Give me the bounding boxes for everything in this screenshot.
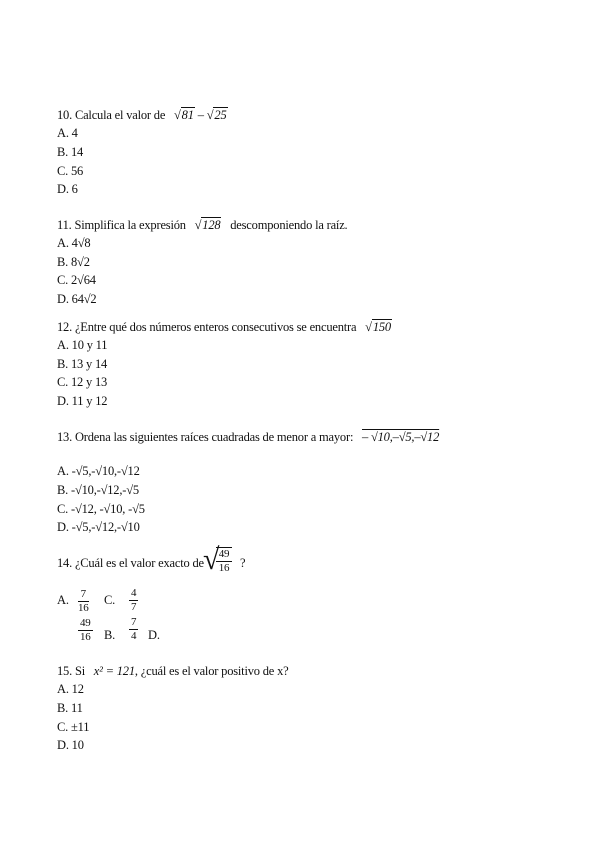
q12-option-c: C. 12 y 13 xyxy=(57,375,108,389)
q12-prompt: 12. ¿Entre qué dos números enteros consecutivos se encuentra xyxy=(57,320,357,334)
q13-option-d: D. -√5,-√12,-√10 xyxy=(57,520,140,534)
q14-option-c-fraction xyxy=(129,587,138,614)
q13-option-c: C. -√12, -√10, -√5 xyxy=(57,502,145,516)
q13-option-a: A. -√5,-√10,-√12 xyxy=(57,464,140,478)
q14-opt-a-num: 7 xyxy=(78,588,89,602)
q13-option-b: B. -√10,-√12,-√5 xyxy=(57,483,139,497)
q11-option-b: B. 8√2 xyxy=(57,255,90,269)
q12-radical: √150 xyxy=(365,320,391,334)
q14-rad-numerator: 49 xyxy=(216,548,232,562)
q14-question-mark: ? xyxy=(240,556,246,570)
radical-sign-icon: √ xyxy=(203,543,220,576)
q10-prompt-line xyxy=(57,108,228,122)
q13-prompt-line xyxy=(57,430,439,444)
q14-rad-denominator: 16 xyxy=(218,562,230,574)
q14-label-b: B. xyxy=(104,628,116,642)
q15-option-b: B. 11 xyxy=(57,701,83,715)
q14-label-c: C. xyxy=(104,593,116,607)
q10-option-c: C. 56 xyxy=(57,164,84,178)
q10-option-d: D. 6 xyxy=(57,182,78,196)
q10-option-b: B. 14 xyxy=(57,145,84,159)
q14-opt-c-num: 4 xyxy=(131,587,137,599)
q14-label-d: D. xyxy=(148,628,160,642)
q10-option-a: A. 4 xyxy=(57,126,78,140)
q14-opt-d-num: 7 xyxy=(131,616,137,628)
q14-prompt: 14. ¿Cuál es el valor exacto de xyxy=(57,556,204,570)
q11-option-c: C. 2√64 xyxy=(57,273,96,287)
q11-option-d: D. 64√2 xyxy=(57,292,97,306)
q15-option-c: C. ±11 xyxy=(57,720,90,734)
q14-option-d-fraction xyxy=(129,616,138,643)
q11-radical: √128 xyxy=(194,218,221,232)
q12-prompt-line xyxy=(57,320,392,334)
q14-opt-c-den: 7 xyxy=(131,601,137,613)
q10-radical-a: √81 xyxy=(174,108,194,122)
q14-opt-a-den: 16 xyxy=(78,602,89,614)
q11-prompt: 11. Simplifica la expresión xyxy=(57,218,186,232)
q10-prompt: 10. Calcula el valor de xyxy=(57,108,166,122)
q12-option-b: B. 13 y 14 xyxy=(57,357,108,371)
q13-expression: – √10,–√5,–√12 xyxy=(362,430,440,444)
q14-option-a-fraction xyxy=(78,588,89,615)
q14-opt-b-den: 16 xyxy=(80,631,91,643)
q14-radical xyxy=(203,543,237,577)
q12-option-a: A. 10 y 11 xyxy=(57,338,108,352)
q14-option-b-fraction xyxy=(78,617,93,644)
q12-option-d: D. 11 y 12 xyxy=(57,394,108,408)
q14-opt-b-num: 49 xyxy=(80,617,91,629)
q13-prompt: 13. Ordena las siguientes raíces cuadradas de menor a mayor: xyxy=(57,430,354,444)
q15-equation: x² = 121 xyxy=(93,664,135,678)
q11-option-a: A. 4√8 xyxy=(57,236,91,250)
q10-radical-b: √25 xyxy=(206,108,227,122)
q14-label-a: A. xyxy=(57,593,69,607)
q11-suffix: descomponiendo la raíz. xyxy=(230,218,348,232)
q14-opt-d-den: 4 xyxy=(131,630,137,642)
q10-minus: – xyxy=(197,108,204,122)
q15-option-d: D. 10 xyxy=(57,738,84,752)
q15-prompt: 15. Si xyxy=(57,664,85,678)
q11-prompt-line xyxy=(57,218,347,232)
q15-suffix: , ¿cuál es el valor positivo de x? xyxy=(134,664,289,678)
q15-option-a: A. 12 xyxy=(57,682,84,696)
q15-prompt-line xyxy=(57,664,288,678)
